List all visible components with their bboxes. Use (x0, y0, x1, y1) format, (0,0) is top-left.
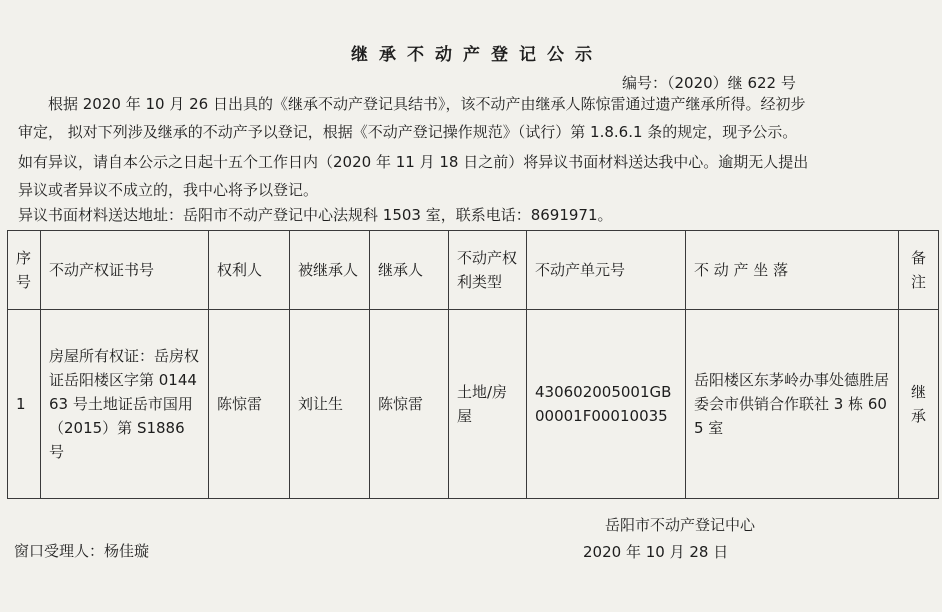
table-row (8, 310, 939, 499)
header-location: 不 动 产 坐 落 (686, 231, 899, 310)
cell-cert-no: 房屋所有权证：岳房权证岳阳楼区字第 014463 号土地证岳市国用（2015）第 S1886 号 (41, 310, 209, 499)
document-number: 编号：（2020）继 622 号 (622, 74, 796, 92)
header-right-type: 不动产权利类型 (449, 231, 527, 310)
notice-line-5: 异议书面材料送达地址：岳阳市不动产登记中心法规科 1503 室，联系电话：8691971。 (18, 206, 613, 224)
header-cert-no: 不动产权证书号 (41, 231, 209, 310)
cell-owner: 陈惊雷 (209, 310, 290, 499)
notice-title: 继承不动产登记公示 (351, 45, 603, 65)
notice-line-1: 根据 2020 年 10 月 26 日出具的《继承不动产登记具结书》，该不动产由继承人陈惊雷通过遗产继承所得。经初步 (18, 95, 806, 113)
registration-table (7, 230, 939, 499)
cell-seq: 1 (8, 310, 41, 499)
cell-unit-no: 430602005001GB00001F00010035 (527, 310, 686, 499)
cell-heir: 陈惊雷 (370, 310, 449, 499)
header-heir: 继承人 (370, 231, 449, 310)
issue-date: 2020 年 10 月 28 日 (583, 543, 729, 561)
header-seq: 序号 (8, 231, 41, 310)
cell-location: 岳阳楼区东茅岭办事处德胜居委会市供销合作联社 3 栋 605 室 (686, 310, 899, 499)
header-remark: 备注 (899, 231, 939, 310)
header-owner: 权利人 (209, 231, 290, 310)
notice-line-3: 如有异议，请自本公示之日起十五个工作日内（2020 年 11 月 18 日之前）将异议书面材料送达我中心。逾期无人提出 (18, 153, 809, 171)
table-header-row (8, 231, 939, 310)
notice-line-4: 异议或者异议不成立的，我中心将予以登记。 (18, 181, 319, 199)
notice-line-2: 审定， 拟对下列涉及继承的不动产予以登记，根据《不动产登记操作规范》（试行）第 1.8.6.1 条的规定，现予公示。 (18, 123, 798, 141)
cell-decedent: 刘让生 (290, 310, 370, 499)
cell-right-type: 土地/房屋 (449, 310, 527, 499)
header-unit-no: 不动产单元号 (527, 231, 686, 310)
issuing-organization: 岳阳市不动产登记中心 (605, 516, 756, 534)
header-decedent: 被继承人 (290, 231, 370, 310)
window-clerk: 窗口受理人：杨佳璇 (14, 542, 150, 560)
cell-remark: 继承 (899, 310, 939, 499)
